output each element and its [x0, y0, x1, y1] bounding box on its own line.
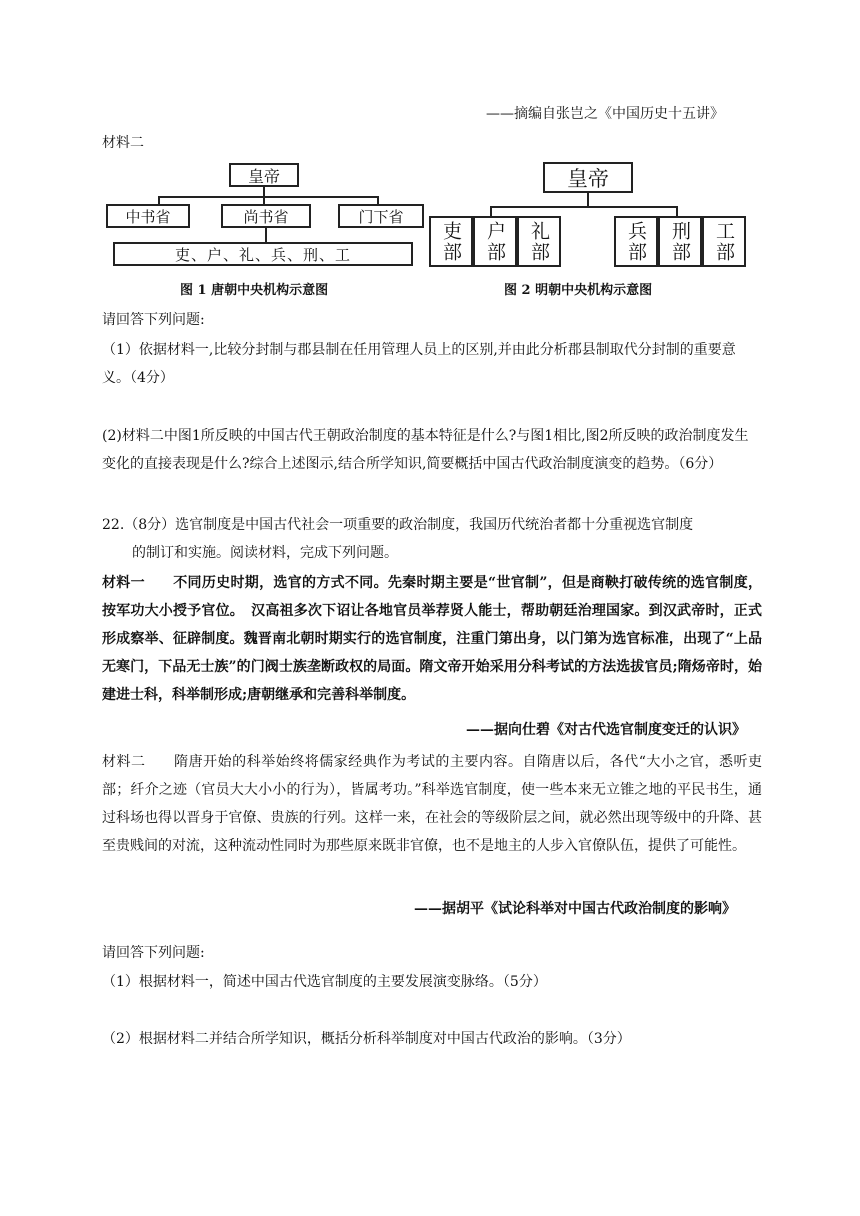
material-two-source: ——据胡平《试论科举对中国古代政治制度的影响》: [414, 901, 736, 917]
ming-connector-line: [490, 206, 678, 208]
tang-connector-line: [263, 196, 265, 204]
question-22-1: （1）根据材料一，简述中国古代选官制度的主要发展演变脉络。（5分）: [102, 974, 547, 990]
ministry-rites-box: 礼部: [517, 216, 561, 267]
question-22-intro-line2: 的制订和实施。阅读材料，完成下列问题。: [132, 545, 398, 561]
source-citation-1: ——摘编自张岂之《中国历史十五讲》: [486, 106, 724, 122]
ming-connector-line: [490, 206, 492, 216]
material-two-text-label: 材料二: [102, 754, 146, 770]
figure-1-caption: 图 1 唐朝中央机构示意图: [180, 283, 329, 298]
ministry-war-box: 兵部: [614, 216, 658, 267]
ming-emperor-box: 皇帝: [543, 162, 633, 193]
ministry-works-box: 工部: [702, 216, 746, 267]
question-22-prompt: 请回答下列问题:: [102, 945, 205, 961]
question-prompt: 请回答下列问题:: [102, 312, 205, 328]
six-ministries-box: 吏、户、礼、兵、刑、工: [113, 242, 413, 266]
ming-connector-line: [676, 206, 678, 216]
ming-connector-line: [587, 193, 589, 207]
material-one-text: 不同历史时期，选官的方式不同。先秦时期主要是“世官制”，但是商鞅打破传统的选官制度，按军功大小授予官位。 汉高祖多次下诏让各地官员举荐贤人能士，帮助朝廷治理国家。到汉武帝时，正式形成察举、征辟制度。魏晋南北朝时期实行的选官制度，注重门第出身，以门第为选官标准，出现了“上品无寒门，下品无士族”的门阀士族垄断政权的局面。隋文帝开始采用分科考试的方法选拔官员;隋炀帝时，始建进士科，科举制形成;唐朝继承和完善科举制度。: [102, 575, 763, 703]
material-two-label: 材料二: [102, 135, 144, 151]
tang-emperor-box: 皇帝: [229, 163, 299, 187]
tang-connector-line: [265, 228, 267, 242]
question-21-2: (2)材料二中图1所反映的中国古代王朝政治制度的基本特征是什么?与图1相比,图2所反映的政治制度发生变化的直接表现是什么?综合上述图示,结合所学知识,简要概括中国古代政治制度演变的趋势。（6分）: [102, 428, 749, 472]
ministry-justice-box: 刑部: [658, 216, 702, 267]
question-21-1: （1）依据材料一,比较分封制与郡县制在任用管理人员上的区别,并由此分析郡县制取代分封制的重要意义。（4分）: [102, 342, 736, 386]
material-one-label: 材料一: [102, 575, 145, 591]
tang-connector-line: [377, 196, 379, 204]
tang-connector-line: [158, 196, 160, 204]
ministry-revenue-box: 户部: [473, 216, 517, 267]
material-two-text: 隋唐开始的科举始终将儒家经典作为考试的主要内容。自隋唐以后，各代“大小之官，悉听吏部；纤介之迹（官员大大小小的行为），皆属考功。”科举选官制度，使一些本来无立锥之地的平民书生，通过科场也得以晋身于官僚、贵族的行列。这样一来，在社会的等级阶层之间，就必然出现等级中的升降、甚至贵贱间的对流，这种流动性同时为那些原来既非官僚，也不是地主的人步入官僚队伍，提供了可能性。: [102, 754, 763, 854]
menxia-province-box: 门下省: [338, 204, 424, 228]
ministry-personnel-box: 吏部: [429, 216, 473, 267]
shangshu-province-box: 尚书省: [221, 204, 311, 228]
material-one-paragraph: [102, 569, 762, 709]
material-two-paragraph: [102, 748, 762, 860]
figure-2-caption: 图 2 明朝中央机构示意图: [504, 283, 653, 298]
material-one-source: ——据向仕碧《对古代选官制度变迁的认识》: [466, 722, 746, 738]
tang-connector-line: [158, 196, 378, 198]
zhongshu-province-box: 中书省: [106, 204, 190, 228]
question-22-intro-line1: 22.（8分）选官制度是中国古代社会一项重要的政治制度，我国历代统治者都十分重视选官制度: [102, 517, 694, 533]
question-22-2: （2）根据材料二并结合所学知识，概括分析科举制度对中国古代政治的影响。（3分）: [102, 1031, 631, 1047]
